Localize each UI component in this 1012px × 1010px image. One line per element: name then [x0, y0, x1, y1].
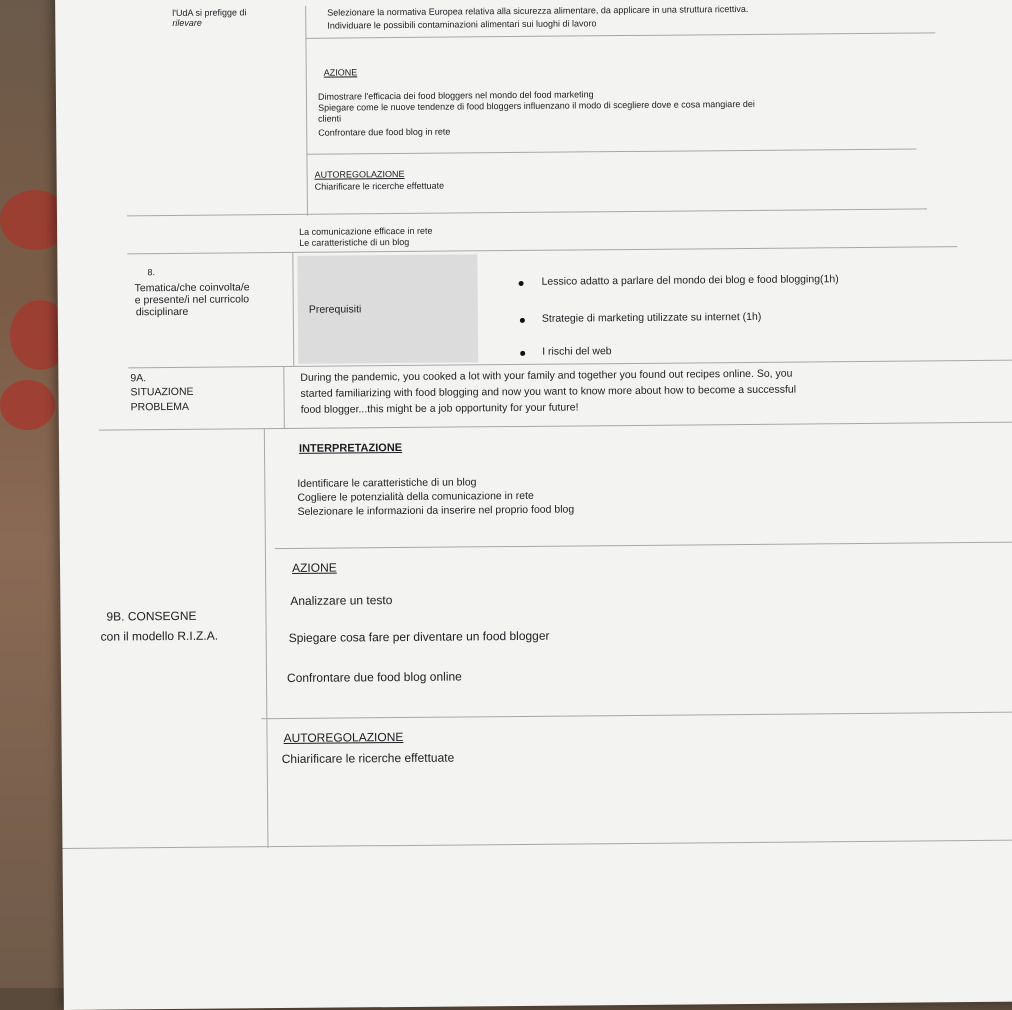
azione-top-item: Confrontare due food blog in rete [318, 126, 451, 138]
flower-decoration [0, 380, 55, 430]
situation-text-line: During the pandemic, you cooked a lot with your family and together you found out recipes online. So, you [300, 367, 793, 384]
section9a-label-line1: SITUAZIONE [130, 385, 194, 399]
section9b-label-line1: 9B. CONSEGNE [106, 608, 197, 624]
section8-label-line1: Tematica/che coinvolta/e [134, 281, 250, 295]
section8-label-line3: disciplinare [135, 305, 189, 319]
azione-top-item: Dimostrare l'efficacia dei food bloggers nel mondo del food marketing [317, 89, 594, 102]
column-divider [283, 366, 285, 428]
section8-label-line2: e presente/i nel curricolo [134, 293, 250, 307]
row-divider [99, 422, 1012, 431]
autoregolazione-top-text: Chiarificare le ricerche effettuate [314, 180, 445, 192]
interpretazione-heading: INTERPRETAZIONE [298, 441, 403, 455]
situation-text-line: food blogger...this might be a job opportunity for your future! [300, 401, 579, 416]
prerequisite-item: I rischi del web [542, 345, 612, 358]
interpretazione-item: Identificare le caratteristiche di un blog [297, 476, 477, 490]
row-divider [261, 711, 1012, 719]
interpretazione-item: Cogliere le potenzialità della comunicazione in rete [297, 489, 534, 504]
autoregolazione-text: Chiarificare le ricerche effettuate [281, 750, 455, 767]
azione-top-item: Spiegare come le nuove tendenze di food bloggers influenzano il modo di scegliere dove e cosa mangiare dei [317, 98, 755, 113]
interpretazione-item: Selezionare le informazioni da inserire nel proprio food blog [297, 503, 575, 518]
section9a-label-line2: PROBLEMA [130, 400, 190, 414]
row-divider [306, 148, 916, 154]
row-divider [127, 246, 957, 254]
column-divider [264, 428, 269, 848]
section9b-label-line2: con il modello R.I.Z.A. [100, 628, 219, 644]
row-divider [275, 541, 1012, 549]
azione-item: Analizzare un testo [290, 593, 393, 608]
row-divider [305, 32, 935, 38]
bullet-icon [520, 351, 525, 356]
header-line2: Individuare le possibili contaminazioni alimentari sui luoghi di lavoro [327, 18, 597, 31]
bullet-icon [519, 281, 524, 286]
situation-text-line: started familiarizing with food blogging and now you want to know more about how to become a successful [300, 383, 797, 400]
azione-item: Spiegare cosa fare per diventare un food blogger [288, 628, 550, 645]
row-divider [127, 208, 927, 216]
header-left-line1: l'UdA si prefigge di [172, 7, 247, 18]
prerequisiti-label: Prerequisiti [308, 303, 362, 316]
azione-top-item: clienti [318, 113, 342, 124]
autoregolazione-top-heading: AUTOREGOLAZIONE [314, 168, 405, 180]
row-divider [62, 839, 1012, 849]
section8-number: 8. [147, 267, 156, 278]
prerequisite-item: Lessico adatto a parlare del mondo dei blog e food blogging(1h) [541, 273, 839, 288]
header-line1: Selezionare la normativa Europea relativa alla sicurezza alimentare, da applicare in una struttura ricettiva. [327, 3, 749, 18]
communication-line2: Le caratteristiche di un blog [299, 236, 410, 248]
bullet-icon [520, 318, 525, 323]
section9a-number: 9A. [130, 372, 147, 385]
prerequisite-item: Strategie di marketing utilizzate su internet (1h) [541, 310, 762, 325]
azione-item: Confrontare due food blog online [286, 669, 462, 686]
azione-top-heading: AZIONE [323, 67, 358, 78]
row-divider [128, 360, 1012, 369]
header-left-line2: rilevare [172, 17, 202, 28]
azione-heading: AZIONE [291, 560, 337, 575]
communication-line1: La comunicazione efficace in rete [299, 225, 433, 237]
column-divider [292, 252, 294, 366]
autoregolazione-heading: AUTOREGOLAZIONE [283, 729, 404, 746]
document-page [55, 0, 1012, 1010]
